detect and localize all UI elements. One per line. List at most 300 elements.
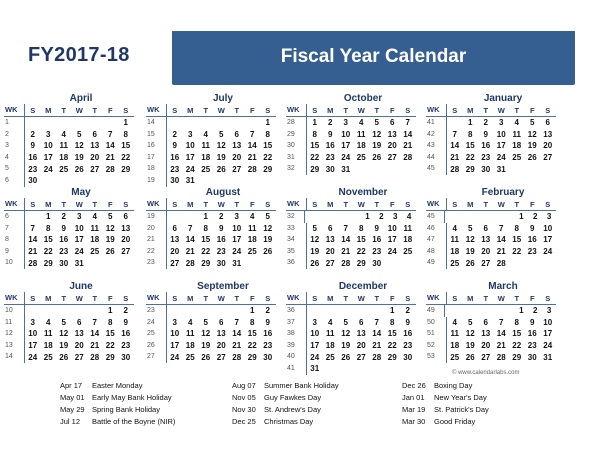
week-row [146,305,276,317]
weekday-header: M [467,199,474,209]
day-cell: 6 [123,212,128,222]
week-number: 31 [286,152,307,164]
holiday-date: Dec 25 [232,416,256,426]
day-cell: 16 [403,329,413,339]
day-cell: 27 [216,352,226,362]
week-number: 8 [4,234,25,246]
holiday-item [402,415,489,427]
day-cell: 14 [185,235,195,245]
week-row [4,175,134,187]
day-cell: 20 [232,153,242,163]
day-cell: 30 [403,352,413,362]
day-cell: 5 [468,317,473,327]
week-row [426,152,556,164]
month-name: May [71,187,91,198]
day-cell: 26 [465,258,475,268]
day-cell: 4 [46,317,51,327]
day-cell: 25 [43,352,53,362]
day-cell: 22 [43,247,53,257]
day-cell: 12 [465,235,475,245]
day-cell: 25 [450,258,460,268]
day-cell: 9 [530,223,535,233]
day-cell: 3 [234,212,239,222]
day-cell: 31 [543,352,553,362]
day-cell: 8 [203,223,208,233]
holiday-item [232,379,339,391]
day-cell: 11 [326,329,335,339]
week-number: 19 [146,211,167,223]
day-cell: 3 [343,118,348,128]
day-cell: 21 [372,341,382,351]
weekday-header: S [545,199,551,209]
day-cell: 14 [450,141,460,151]
week-row [146,175,276,187]
day-cell: 9 [265,317,270,327]
day-cell: 20 [170,247,180,257]
week-number-header: WK [426,198,447,210]
week-row [426,163,556,175]
week-number: 25 [146,328,167,340]
holiday-column [232,379,339,427]
weekday-header: S [123,199,129,209]
week-number: 45 [426,163,447,175]
week-number: 41 [426,117,447,129]
day-cell: 22 [356,247,366,257]
weekday-header: T [92,105,98,115]
day-cell: 18 [450,247,460,257]
week-row [426,129,556,141]
day-cell: 9 [483,129,488,139]
week-number-header: WK [146,198,167,210]
week-row [146,163,276,175]
weekday-header-row [426,292,556,305]
month-september [146,281,276,363]
day-cell: 6 [359,317,364,327]
day-cell: 6 [92,129,97,139]
day-cell: 30 [325,164,335,174]
day-cell: 16 [527,329,537,339]
week-number: 29 [286,129,307,141]
day-cell: 25 [59,164,69,174]
day-cell: 2 [219,212,224,222]
day-cell: 19 [527,141,537,151]
day-cell: 25 [90,247,100,257]
week-number: 33 [286,223,307,235]
day-cell: 5 [265,212,270,222]
day-cell: 28 [28,258,38,268]
day-cell: 14 [28,235,38,245]
day-cell: 8 [359,223,364,233]
day-cell: 1 [468,118,473,128]
holiday-name: Battle of the Boyne (NIR) [92,416,176,426]
day-cell: 20 [481,341,491,351]
weekday-header: M [327,199,334,209]
day-cell: 6 [328,223,333,233]
month-header [146,93,276,104]
week-number: 11 [4,317,25,329]
weekday-header: S [405,199,411,209]
week-number: 7 [4,223,25,235]
week-number: 35 [286,246,307,258]
weekday-header: T [483,199,489,209]
holiday-item [60,391,175,403]
week-row [286,305,416,317]
day-cell: 26 [74,164,84,174]
day-cell: 30 [527,352,537,362]
week-number: 15 [146,129,167,141]
week-number: 1 [4,117,25,129]
weekday-header: T [514,293,520,303]
weekday-header: S [452,199,458,209]
week-number: 10 [4,257,25,269]
day-cell: 31 [341,164,351,174]
week-number-header: WK [4,104,25,116]
week-number: 36 [286,257,307,269]
copyright-text: © www.calendarlabs.com [452,370,520,376]
weekday-header: T [61,293,67,303]
day-cell: 28 [403,153,413,163]
weekday-header-row [146,104,276,117]
day-cell: 11 [403,223,412,233]
day-cell: 29 [247,352,257,362]
week-row [426,234,556,246]
weekday-header-row [4,104,134,117]
week-number: 44 [426,152,447,164]
day-cell: 17 [341,141,351,151]
week-number: 45 [426,211,445,223]
week-row [146,223,276,235]
week-number: 17 [146,152,167,164]
weekday-header: S [452,293,458,303]
day-cell: 15 [310,141,320,151]
day-cell: 5 [219,129,224,139]
weekday-header: S [172,199,178,209]
day-cell: 12 [216,141,226,151]
weekday-header: S [405,293,411,303]
day-cell: 10 [543,317,553,327]
weekday-header-row [146,292,276,305]
weekday-header: T [483,293,489,303]
day-cell: 17 [185,153,195,163]
week-number: 52 [426,340,447,352]
week-number-header: WK [426,292,447,304]
day-cell: 18 [201,153,211,163]
day-cell: 22 [121,153,131,163]
month-header [4,281,134,292]
day-cell: 7 [343,223,348,233]
day-cell: 1 [46,212,51,222]
weekday-header: T [203,199,209,209]
weekday-header: S [545,105,551,115]
day-cell: 21 [341,247,351,257]
day-cell: 15 [512,329,522,339]
week-number: 50 [426,317,447,329]
weekday-header: S [172,293,178,303]
day-cell: 10 [43,141,53,151]
day-cell: 13 [74,329,84,339]
week-number: 24 [146,317,167,329]
day-cell: 9 [530,317,535,327]
holiday-name: Christmas Day [264,416,314,426]
day-cell: 1 [108,306,113,316]
day-cell: 23 [121,341,131,351]
day-cell: 27 [356,352,366,362]
day-cell: 22 [201,247,211,257]
holiday-name: Good Friday [434,416,476,426]
day-cell: 18 [325,341,335,351]
day-cell: 27 [481,352,491,362]
week-row [146,129,276,141]
day-cell: 19 [341,341,351,351]
day-cell: 12 [263,223,273,233]
day-cell: 17 [232,235,242,245]
day-cell: 8 [514,317,519,327]
holiday-name: St. Andrew's Day [264,404,321,414]
month-name: April [69,93,93,104]
day-cell: 13 [121,223,131,233]
day-cell: 11 [450,235,459,245]
week-row [426,351,556,363]
week-row [426,340,556,352]
weekday-header: F [107,105,113,115]
day-cell: 21 [450,153,460,163]
day-cell: 19 [372,141,382,151]
day-cell: 1 [390,306,395,316]
day-cell: 10 [28,329,38,339]
day-cell: 12 [372,129,382,139]
day-cell: 10 [341,129,351,139]
day-cell: 17 [387,235,397,245]
holiday-name: Summer Bank Holiday [264,380,339,390]
day-cell: 13 [90,141,100,151]
weekday-header: T [92,293,98,303]
weekday-header: T [234,293,240,303]
day-cell: 8 [312,129,317,139]
weekday-header: W [217,293,225,303]
day-cell: 18 [247,235,257,245]
month-november [286,187,416,269]
day-cell: 24 [387,247,397,257]
day-cell: 12 [310,235,320,245]
day-cell: 13 [232,141,242,151]
weekday-header: T [234,105,240,115]
day-cell: 15 [121,141,131,151]
holiday-item [402,403,489,415]
holiday-date: Jan 01 [402,392,425,402]
day-cell: 6 [219,317,224,327]
day-cell: 28 [105,164,115,174]
week-row [286,211,416,223]
weekday-header: S [452,105,458,115]
month-february [426,187,556,269]
day-cell: 19 [465,247,475,257]
month-may [4,187,134,269]
day-cell: 31 [74,258,84,268]
day-cell: 9 [405,317,410,327]
day-cell: 8 [265,129,270,139]
week-number-header: WK [286,104,307,116]
day-cell: 26 [201,352,211,362]
week-row [146,328,276,340]
day-cell: 29 [43,258,53,268]
day-cell: 16 [216,235,226,245]
weekday-header-row [426,104,556,117]
holiday-name: Guy Fawkes Day [264,392,322,402]
day-cell: 3 [546,212,552,222]
holiday-date: Apr 17 [60,380,83,390]
day-cell: 2 [532,212,538,222]
day-cell: 19 [74,153,84,163]
holiday-name: New Year's Day [434,392,487,402]
day-cell: 16 [325,141,335,151]
day-cell: 12 [465,329,475,339]
day-cell: 8 [123,129,128,139]
day-cell: 5 [61,317,66,327]
week-row [426,211,556,223]
month-header [426,93,556,104]
day-cell: 7 [452,129,457,139]
day-cell: 11 [90,223,99,233]
week-number: 16 [146,140,167,152]
week-row [426,140,556,152]
day-cell: 18 [403,235,413,245]
day-cell: 9 [219,223,224,233]
day-cell: 15 [512,235,522,245]
week-number: 49 [426,257,447,269]
week-number: 14 [146,117,167,129]
week-row [286,140,416,152]
weekday-header: T [203,293,209,303]
weekday-header: W [497,199,505,209]
week-number: 47 [426,234,447,246]
day-cell: 9 [328,129,333,139]
week-number-header: WK [286,198,307,210]
day-cell: 18 [356,141,366,151]
day-cell: 26 [263,247,273,257]
holiday-item [402,379,489,391]
weekday-header: T [61,105,67,115]
day-cell: 25 [356,153,366,163]
day-cell: 1 [203,212,208,222]
day-cell: 23 [403,341,413,351]
day-cell: 23 [527,247,537,257]
day-cell: 11 [512,129,521,139]
week-number: 28 [286,117,307,129]
day-cell: 13 [543,129,553,139]
week-row [286,328,416,340]
holiday-column [60,379,175,427]
week-row [426,305,556,317]
day-cell: 15 [105,329,115,339]
weekday-header: S [30,293,36,303]
day-cell: 16 [28,153,38,163]
week-row [146,211,276,223]
week-row [4,211,134,223]
day-cell: 3 [392,212,398,222]
weekday-header: W [75,293,83,303]
day-cell: 21 [496,341,506,351]
day-cell: 13 [325,235,335,245]
day-cell: 5 [530,118,535,128]
week-row [146,140,276,152]
week-row [4,152,134,164]
day-cell: 25 [512,153,522,163]
weekday-header: S [545,293,551,303]
day-cell: 24 [170,352,180,362]
day-cell: 16 [481,141,491,151]
weekday-header: S [30,105,36,115]
month-june [4,281,134,363]
week-row [4,223,134,235]
day-cell: 29 [105,352,115,362]
weekday-header: S [312,293,318,303]
day-cell: 8 [46,223,51,233]
weekday-header: M [45,293,52,303]
month-august [146,187,276,269]
day-cell: 11 [186,329,195,339]
day-cell: 19 [201,341,211,351]
day-cell: 4 [406,212,412,222]
holiday-date: Jul 12 [60,416,81,426]
day-cell: 30 [28,176,38,186]
weekday-header-row [286,104,416,117]
day-cell: 5 [468,223,473,233]
week-row [426,317,556,329]
day-cell: 4 [203,129,208,139]
week-row [286,363,416,375]
week-number: 20 [146,223,167,235]
day-cell: 27 [543,153,553,163]
day-cell: 28 [372,352,382,362]
day-cell: 4 [452,223,457,233]
day-cell: 30 [481,164,491,174]
holiday-date: Aug 07 [232,380,256,390]
day-cell: 1 [365,212,370,222]
month-name: September [197,281,249,292]
week-row [426,328,556,340]
day-cell: 27 [74,352,84,362]
weekday-header: S [265,105,271,115]
week-row [4,317,134,329]
day-cell: 17 [310,341,320,351]
day-cell: 10 [496,129,506,139]
day-cell: 11 [59,141,68,151]
day-cell: 24 [496,153,506,163]
week-row [286,129,416,141]
day-cell: 15 [356,235,366,245]
weekday-header: M [187,293,194,303]
week-number: 4 [4,152,25,164]
day-cell: 8 [250,317,255,327]
day-cell: 16 [170,153,180,163]
day-cell: 18 [185,341,195,351]
day-cell: 26 [216,164,226,174]
day-cell: 25 [403,247,413,257]
day-cell: 15 [43,235,53,245]
weekday-header: F [249,105,255,115]
day-cell: 14 [232,329,242,339]
day-cell: 16 [121,329,131,339]
day-cell: 1 [265,118,270,128]
weekday-header: S [312,199,318,209]
day-cell: 21 [105,153,115,163]
week-row [286,117,416,129]
day-cell: 2 [123,306,128,316]
weekday-header: S [123,105,129,115]
day-cell: 8 [514,223,519,233]
day-cell: 20 [216,341,226,351]
day-cell: 7 [108,129,113,139]
